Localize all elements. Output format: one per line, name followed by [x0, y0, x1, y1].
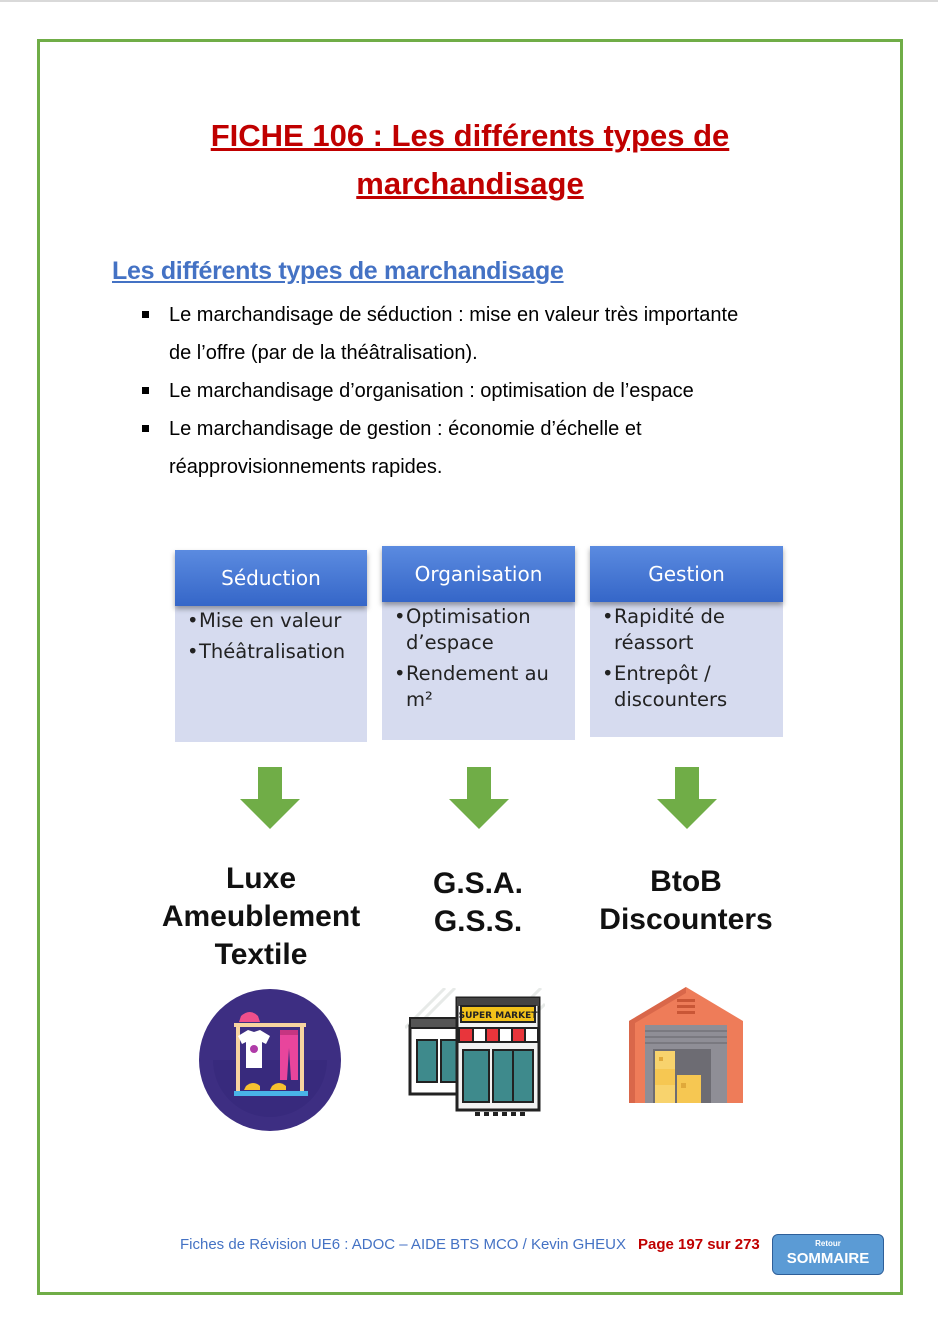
sector-label: G.S.A. [432, 867, 523, 900]
organisation-item: • Optimisation d’espace [396, 604, 565, 656]
supermarket-sign: SUPER MARKET [458, 1011, 538, 1021]
organisation-item: • Rendement au m² [396, 661, 565, 713]
sector-label: Discounters [599, 903, 773, 936]
gestion-item: • Rapidité de réassort [604, 604, 773, 656]
bullet-text: Le marchandisage d’organisation : optimisation de l’espace [169, 380, 694, 402]
seduction-sectors [150, 860, 372, 974]
page-title-line-1: FICHE 106 : Les différents types de [210, 118, 730, 153]
organisation-header: Organisation [382, 546, 575, 602]
down-arrow-icon [449, 767, 509, 829]
return-to-summary-button[interactable] [772, 1234, 884, 1275]
bullet-item [140, 410, 820, 486]
page-title [120, 112, 820, 208]
warehouse-icon [625, 985, 747, 1107]
gestion-header: Gestion [590, 546, 783, 602]
bullet-item [140, 372, 820, 410]
organisation-box-body [382, 594, 575, 740]
clothing-rack-icon [198, 988, 342, 1132]
bullet-text: de l’offre (par de la théâtralisation). [169, 342, 478, 364]
page-number: Page 197 sur 273 [638, 1236, 760, 1253]
supermarket-icon [405, 988, 545, 1122]
bullet-text: réapprovisionnements rapides. [169, 456, 443, 478]
footer-credits: Fiches de Révision UE6 : ADOC – AIDE BTS MCO / Kevin GHEUX [180, 1236, 626, 1253]
sector-label: BtoB [650, 865, 722, 898]
gestion-item: • Entrepôt / discounters [604, 661, 773, 713]
bullet-text: Le marchandisage de gestion : économie d’échelle et [169, 418, 642, 440]
down-arrow-icon [240, 767, 300, 829]
section-heading: Les différents types de marchandisage [112, 257, 564, 285]
bullet-item [140, 296, 820, 372]
down-arrow-icon [657, 767, 717, 829]
seduction-header: Séduction [175, 550, 367, 606]
seduction-box-body [175, 598, 367, 742]
button-label: SOMMAIRE [786, 1250, 870, 1267]
seduction-item: • Mise en valeur [189, 608, 357, 634]
square-bullet-icon [142, 425, 149, 432]
page-title-line-2: marchandisage [356, 166, 584, 201]
square-bullet-icon [142, 387, 149, 394]
bullet-list [140, 296, 820, 486]
seduction-item: • Théâtralisation [189, 639, 357, 665]
bullet-text: Le marchandisage de séduction : mise en valeur très importante [169, 304, 739, 326]
button-small-label: Retour [815, 1239, 841, 1248]
square-bullet-icon [142, 311, 149, 318]
top-divider [0, 0, 938, 2]
sector-label: Ameublement [161, 900, 361, 933]
sector-label: G.S.S. [433, 905, 523, 938]
sector-label: Textile [214, 938, 308, 971]
gestion-box-body [590, 594, 783, 737]
sector-label: Luxe [225, 862, 297, 895]
gestion-sectors [580, 863, 792, 939]
organisation-sectors [378, 865, 578, 941]
